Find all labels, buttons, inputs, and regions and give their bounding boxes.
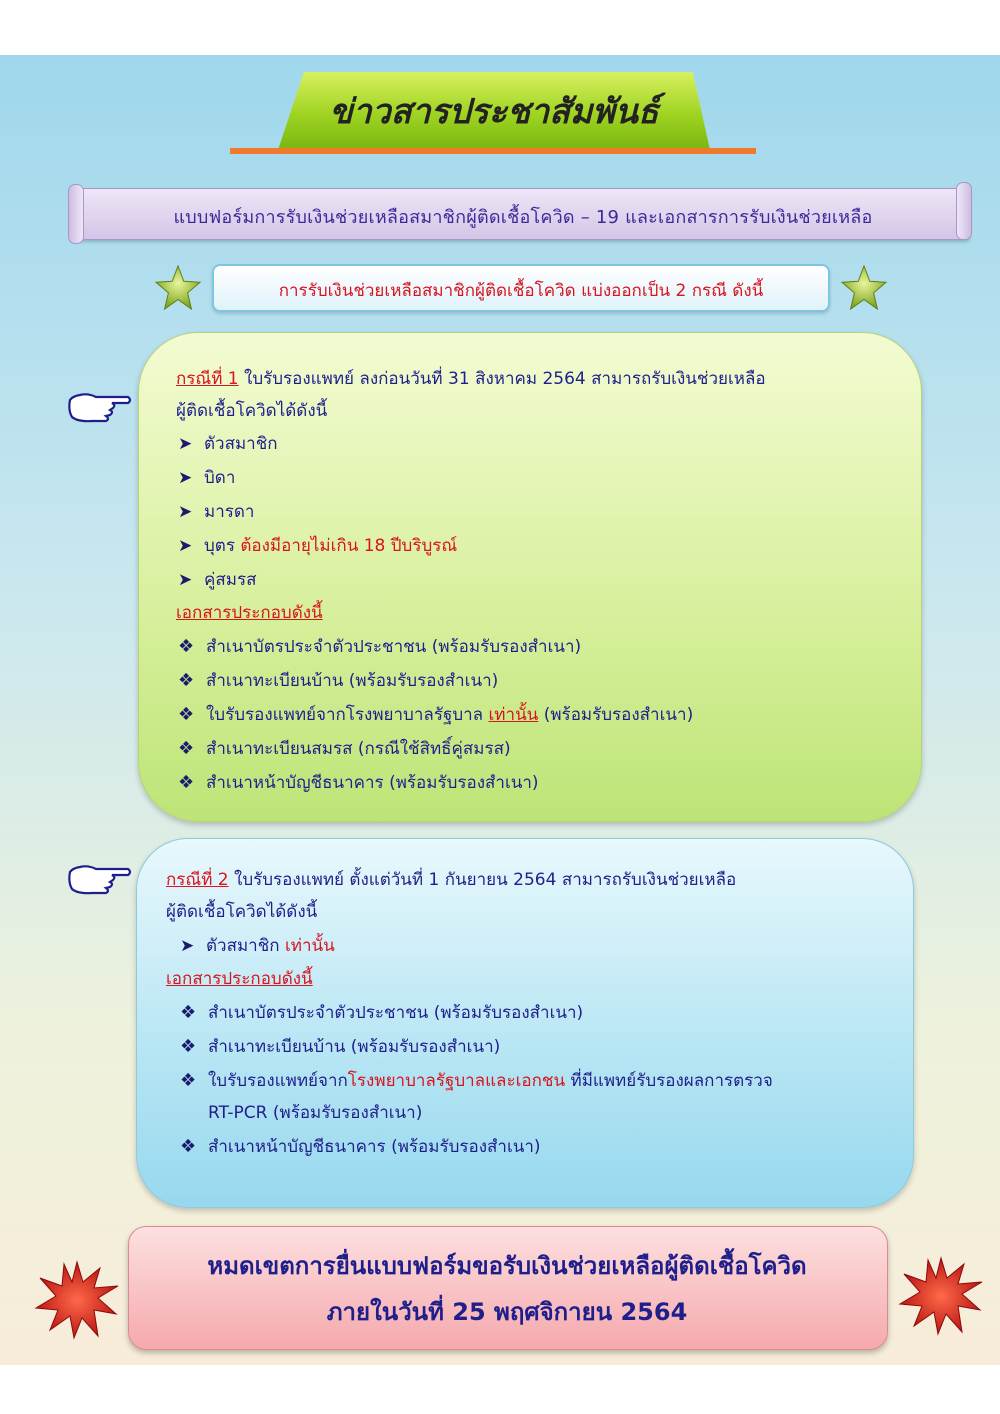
pointing-hand-icon [66, 390, 132, 424]
pointing-hand-icon [66, 862, 132, 896]
arrow-bullet-icon: ➤ [178, 434, 193, 454]
list-item: ❖ สำเนาทะเบียนบ้าน (พร้อมรับรองสำเนา) [180, 1036, 501, 1057]
star-icon [154, 264, 202, 312]
eligible-note: ต้องมีอายุไม่เกิน 18 ปีบริบูรณ์ [240, 536, 458, 556]
list-item: ❖ ใบรับรองแพทย์จากโรงพยาบาลรัฐบาล เท่านั้น (พร้อมรับรองสำเนา) [178, 704, 694, 725]
list-item: ➤ ตัวสมาชิก [178, 434, 278, 454]
star-icon [840, 264, 888, 312]
eligible-note: เท่านั้น [284, 936, 335, 956]
diamond-bullet-icon: ❖ [180, 1002, 197, 1023]
scroll-curl-right [956, 182, 972, 240]
arrow-bullet-icon: ➤ [178, 468, 193, 488]
diamond-bullet-icon: ❖ [180, 1070, 197, 1091]
deadline-box [128, 1226, 888, 1350]
diamond-bullet-icon: ❖ [180, 1036, 197, 1057]
diamond-bullet-icon: ❖ [178, 738, 195, 759]
list-item: ➤ มารดา [178, 502, 255, 522]
scroll-curl-left [68, 184, 84, 244]
page-title: ข่าวสารประชาสัมพันธ์ [329, 92, 659, 132]
arrow-bullet-icon: ➤ [178, 570, 193, 590]
case1-intro: ใบรับรองแพทย์ ลงก่อนวันที่ 31 สิงหาคม 2564 สามารถรับเงินช่วยเหลือ [244, 369, 766, 389]
case1-intro-line2: ผู้ติดเชื้อโควิดได้ดังนี้ [176, 401, 328, 421]
list-item: ➤ คู่สมรส [178, 570, 257, 590]
diamond-bullet-icon: ❖ [178, 772, 195, 793]
subtitle-text: การรับเงินช่วยเหลือสมาชิกผู้ติดเชื้อโควิด แบ่งออกเป็น 2 กรณี ดังนี้ [278, 281, 764, 301]
list-item: ❖ สำเนาหน้าบัญชีธนาคาร (พร้อมรับรองสำเนา) [178, 772, 539, 793]
case2-intro-line2: ผู้ติดเชื้อโควิดได้ดังนี้ [166, 902, 318, 922]
list-item: ❖ สำเนาบัตรประจำตัวประชาชน (พร้อมรับรองสำเนา) [178, 636, 582, 657]
case2-intro: ใบรับรองแพทย์ ตั้งแต่วันที่ 1 กันยายน 2564 สามารถรับเงินช่วยเหลือ [234, 870, 737, 890]
case1-docs-heading: เอกสารประกอบดังนี้ [176, 603, 323, 623]
red-burst-icon [34, 1260, 120, 1340]
case2-intro-line1 [166, 869, 736, 891]
diamond-bullet-icon: ❖ [178, 670, 195, 691]
list-item-continuation: RT-PCR (พร้อมรับรองสำเนา) [208, 1103, 423, 1123]
list-item: ❖ สำเนาหน้าบัญชีธนาคาร (พร้อมรับรองสำเนา) [180, 1136, 541, 1157]
diamond-bullet-icon: ❖ [178, 636, 195, 657]
list-item: ➤ ตัวสมาชิก เท่านั้น [180, 936, 335, 956]
case1-intro-line1 [176, 368, 766, 390]
diamond-bullet-icon: ❖ [178, 704, 195, 725]
case2-docs-heading: เอกสารประกอบดังนี้ [166, 969, 313, 989]
list-item: ➤ บุตร ต้องมีอายุไม่เกิน 18 ปีบริบูรณ์ [178, 536, 458, 556]
banner-text: แบบฟอร์มการรับเงินช่วยเหลือสมาชิกผู้ติดเชื้อโควิด – 19 และเอกสารการรับเงินช่วยเหลือ [173, 207, 873, 228]
deadline-line2: ภายในวันที่ 25 พฤศจิกายน 2564 [326, 1298, 688, 1326]
red-burst-icon [898, 1256, 984, 1336]
header-underline [230, 148, 756, 154]
list-item: ➤ บิดา [178, 468, 236, 488]
list-item: ❖ ใบรับรองแพทย์จากโรงพยาบาลรัฐบาลและเอกชน ที่มีแพทย์รับรองผลการตรวจ [180, 1070, 773, 1091]
list-item: ❖ สำเนาบัตรประจำตัวประชาชน (พร้อมรับรองสำเนา) [180, 1002, 584, 1023]
arrow-bullet-icon: ➤ [178, 536, 193, 556]
list-item: ❖ สำเนาทะเบียนบ้าน (พร้อมรับรองสำเนา) [178, 670, 499, 691]
list-item: ❖ สำเนาทะเบียนสมรส (กรณีใช้สิทธิ์คู่สมรส) [178, 738, 511, 759]
deadline-line1: หมดเขตการยื่นแบบฟอร์มขอรับเงินช่วยเหลือผู้ติดเชื้อโควิด [207, 1252, 807, 1280]
case2-label: กรณีที่ 2 [166, 870, 229, 890]
diamond-bullet-icon: ❖ [180, 1136, 197, 1157]
case1-label: กรณีที่ 1 [176, 369, 239, 389]
arrow-bullet-icon: ➤ [180, 936, 195, 956]
arrow-bullet-icon: ➤ [178, 502, 193, 522]
